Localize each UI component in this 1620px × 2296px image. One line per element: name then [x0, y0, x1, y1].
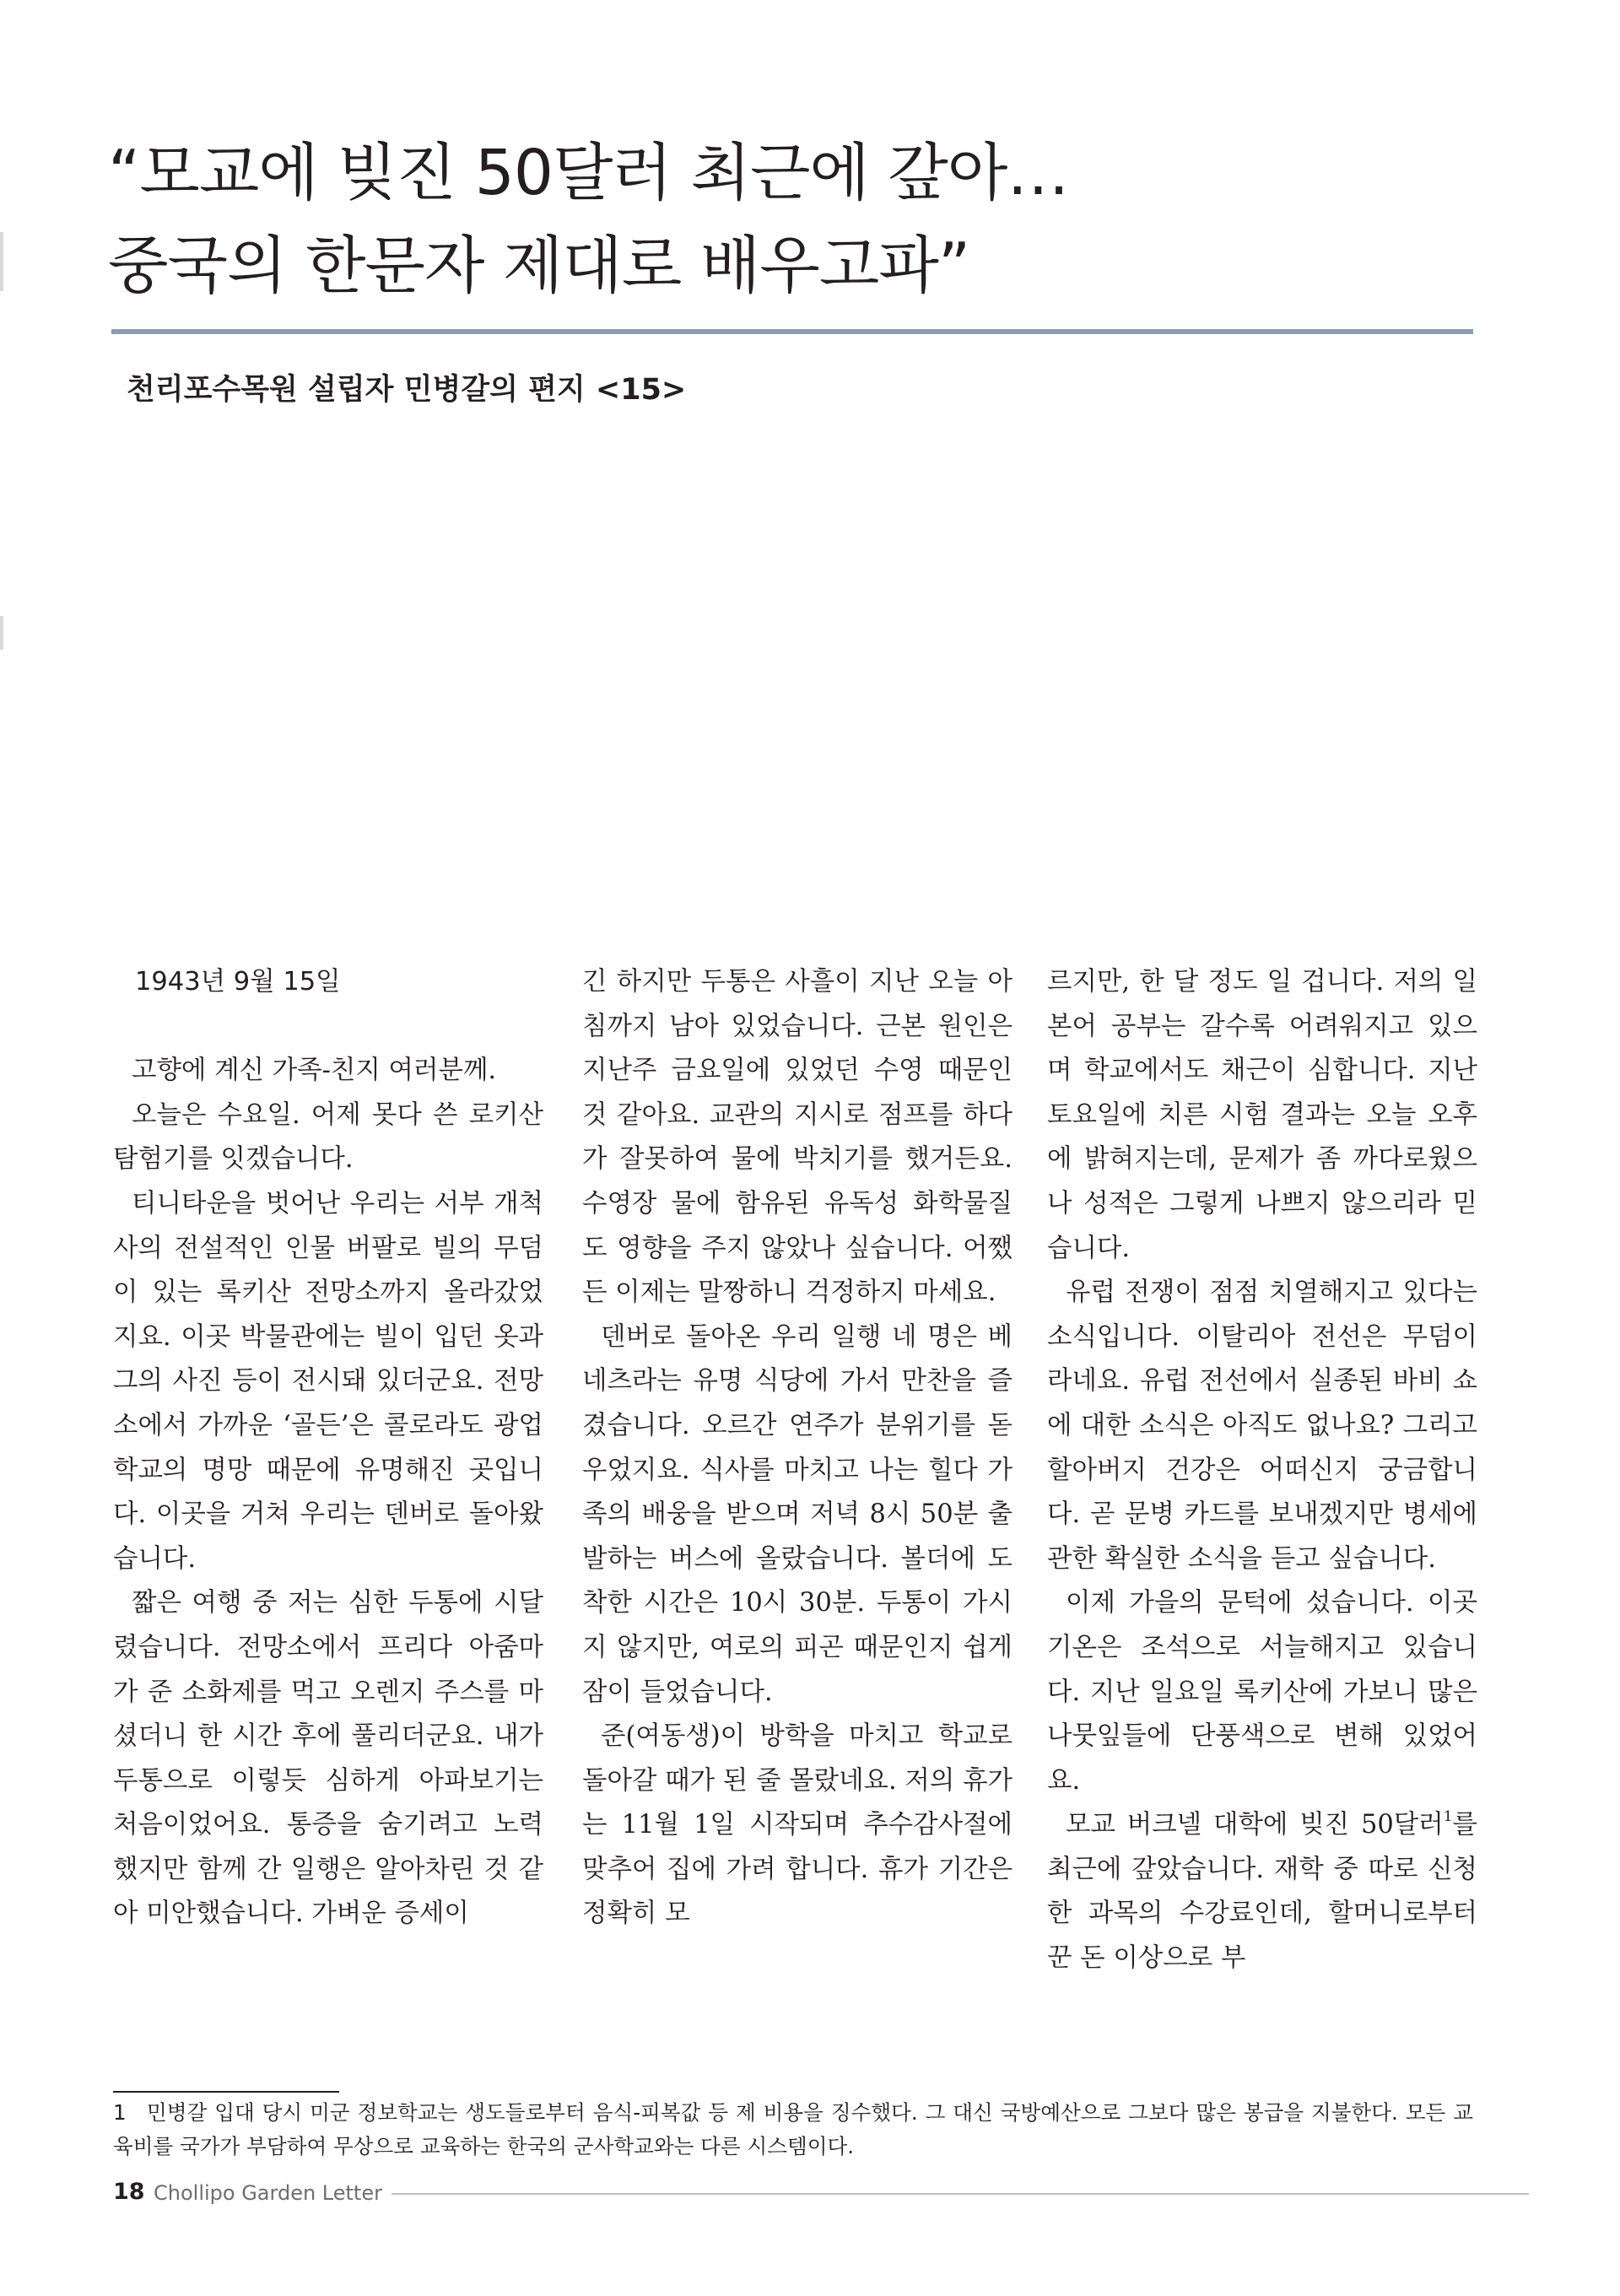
text-column-1 — [113, 960, 543, 1937]
text-column-3 — [1047, 960, 1477, 1981]
article-subtitle: 천리포수목원 설립자 민병갈의 편지 <15> — [127, 373, 687, 407]
footer-divider — [392, 2193, 1529, 2195]
paragraph-text: 를 최근에 갚았습니다. 재학 중 따로 신청한 과목의 수강료인데, 할머니로부터 꾼 돈 이상으로 부 — [1047, 1810, 1477, 1974]
letter-date: 1943년 9월 15일 — [135, 967, 341, 997]
paragraph-text: 모교 버크넬 대학에 빚진 50달러 — [1066, 1810, 1444, 1840]
letter-paragraph: 준(여동생)이 방학을 마치고 학교로 돌아갈 때가 된 줄 몰랐네요. 저의 휴가는 11월 1일 시작되며 추수감사절에 맞추어 집에 가려 합니다. 휴가 기간은 정확히 모 — [582, 1721, 1012, 1929]
footnote-divider — [113, 2091, 339, 2093]
letter-paragraph-continued: 긴 하지만 두통은 사흘이 지난 오늘 아침까지 남아 있었습니다. 근본 원인은 지난주 금요일에 있었던 수영 때문인 것 같아요. 교관의 지시로 점프를 하다가 잘못하여 물에 박치기를 했거든요. 수영장 물에 함유된 유독성 화학물질도 영향을 주지 않았나 싶습니다. 어쨌든 이제는 말짱하니 걱정하지 마세요. — [582, 967, 1012, 1308]
title-divider — [111, 329, 1473, 334]
letter-paragraph: 티니타운을 벗어난 우리는 서부 개척사의 전설적인 인물 버팔로 빌의 무덤이 있는 록키산 전망소까지 올라갔었지요. 이곳 박물관에는 빌이 입던 옷과 그의 사진 등이 전시돼 있더군요. 전망소에서 가까운 ‘골든’은 콜로라도 광업학교의 명망 때문에 유명해진 곳입니다. 이곳을 거쳐 우리는 덴버로 돌아왔습니다. — [113, 1188, 543, 1574]
letter-paragraph: 짧은 여행 중 저는 심한 두통에 시달렸습니다. 전망소에서 프리다 아줌마가 준 소화제를 먹고 오렌지 주스를 마셨더니 한 시간 후에 풀리더군요. 내가 두통으로 이렇듯 심하게 아파보기는 처음이었어요. 통증을 숨기려고 노력했지만 함께 간 일행은 알아차린 것 같아 미안했습니다. 가벼운 증세이 — [113, 1588, 543, 1929]
footnote-text: 민병갈 입대 당시 미군 정보학교는 생도들로부터 음식-피복값 등 제 비용을 징수했다. 그 대신 국방예산으로 그보다 많은 봉급을 지불한다. 모든 교육비를 국가가 부담하여 무상으로 교육하는 한국의 군사학교와는 다른 시스템이다. — [113, 2100, 1473, 2158]
letter-paragraph — [1047, 1803, 1477, 1980]
page-edge-mark — [0, 232, 3, 291]
footnote — [113, 2096, 1473, 2164]
letter-paragraph: 오늘은 수요일. 어제 못다 쓴 로키산 탐험기를 잇겠습니다. — [113, 1099, 543, 1175]
page-number: 18 — [113, 2179, 145, 2205]
headline-line-1: “모교에 빚진 50달러 최근에 갚아… — [108, 137, 1069, 209]
letter-paragraph: 유럽 전쟁이 점점 치열해지고 있다는 소식입니다. 이탈리아 전선은 무덤이라네요. 유럽 전선에서 실종된 바비 쇼에 대한 소식은 아직도 없나요? 그리고 할아버지 건강은 어떠신지 궁금합니다. 곧 문병 카드를 보내겠지만 병세에 관한 확실한 소식을 듣고 싶습니다. — [1047, 1278, 1477, 1574]
letter-paragraph-continued: 르지만, 한 달 정도 일 겁니다. 저의 일본어 공부는 갈수록 어려워지고 있으며 학교에서도 채근이 심합니다. 지난 토요일에 치른 시험 결과는 오늘 오후에 밝혀지는데, 문제가 좀 까다로웠으나 성적은 그렇게 나쁘지 않으리라 믿습니다. — [1047, 967, 1477, 1263]
letter-paragraph: 이제 가을의 문턱에 섰습니다. 이곳 기온은 조석으로 서늘해지고 있습니다. 지난 일요일 록키산에 가보니 많은 나뭇잎들에 단풍색으로 변해 있었어요. — [1047, 1588, 1477, 1796]
magazine-name: Chollipo Garden Letter — [154, 2181, 382, 2205]
text-column-2 — [582, 960, 1012, 1937]
footnote-reference: 1 — [1443, 1808, 1453, 1826]
footnote-number: 1 — [113, 2100, 127, 2125]
letter-greeting: 고향에 계신 가족-친지 여러분께. — [132, 1056, 497, 1086]
headline-line-2: 중국의 한문자 제대로 배우고파” — [108, 230, 970, 302]
letter-paragraph: 덴버로 돌아온 우리 일행 네 명은 베네츠라는 유명 식당에 가서 만찬을 즐겼습니다. 오르간 연주가 분위기를 돋우었지요. 식사를 마치고 나는 힐다 가족의 배웅을 받으며 저녁 8시 50분 출발하는 버스에 올랐습니다. 볼더에 도착한 시간은 10시 30분. 두통이 가시지 않지만, 여로의 피곤 때문인지 쉽게 잠이 들었습니다. — [582, 1321, 1012, 1707]
page-edge-mark — [0, 616, 3, 650]
article-headline — [108, 127, 1492, 312]
